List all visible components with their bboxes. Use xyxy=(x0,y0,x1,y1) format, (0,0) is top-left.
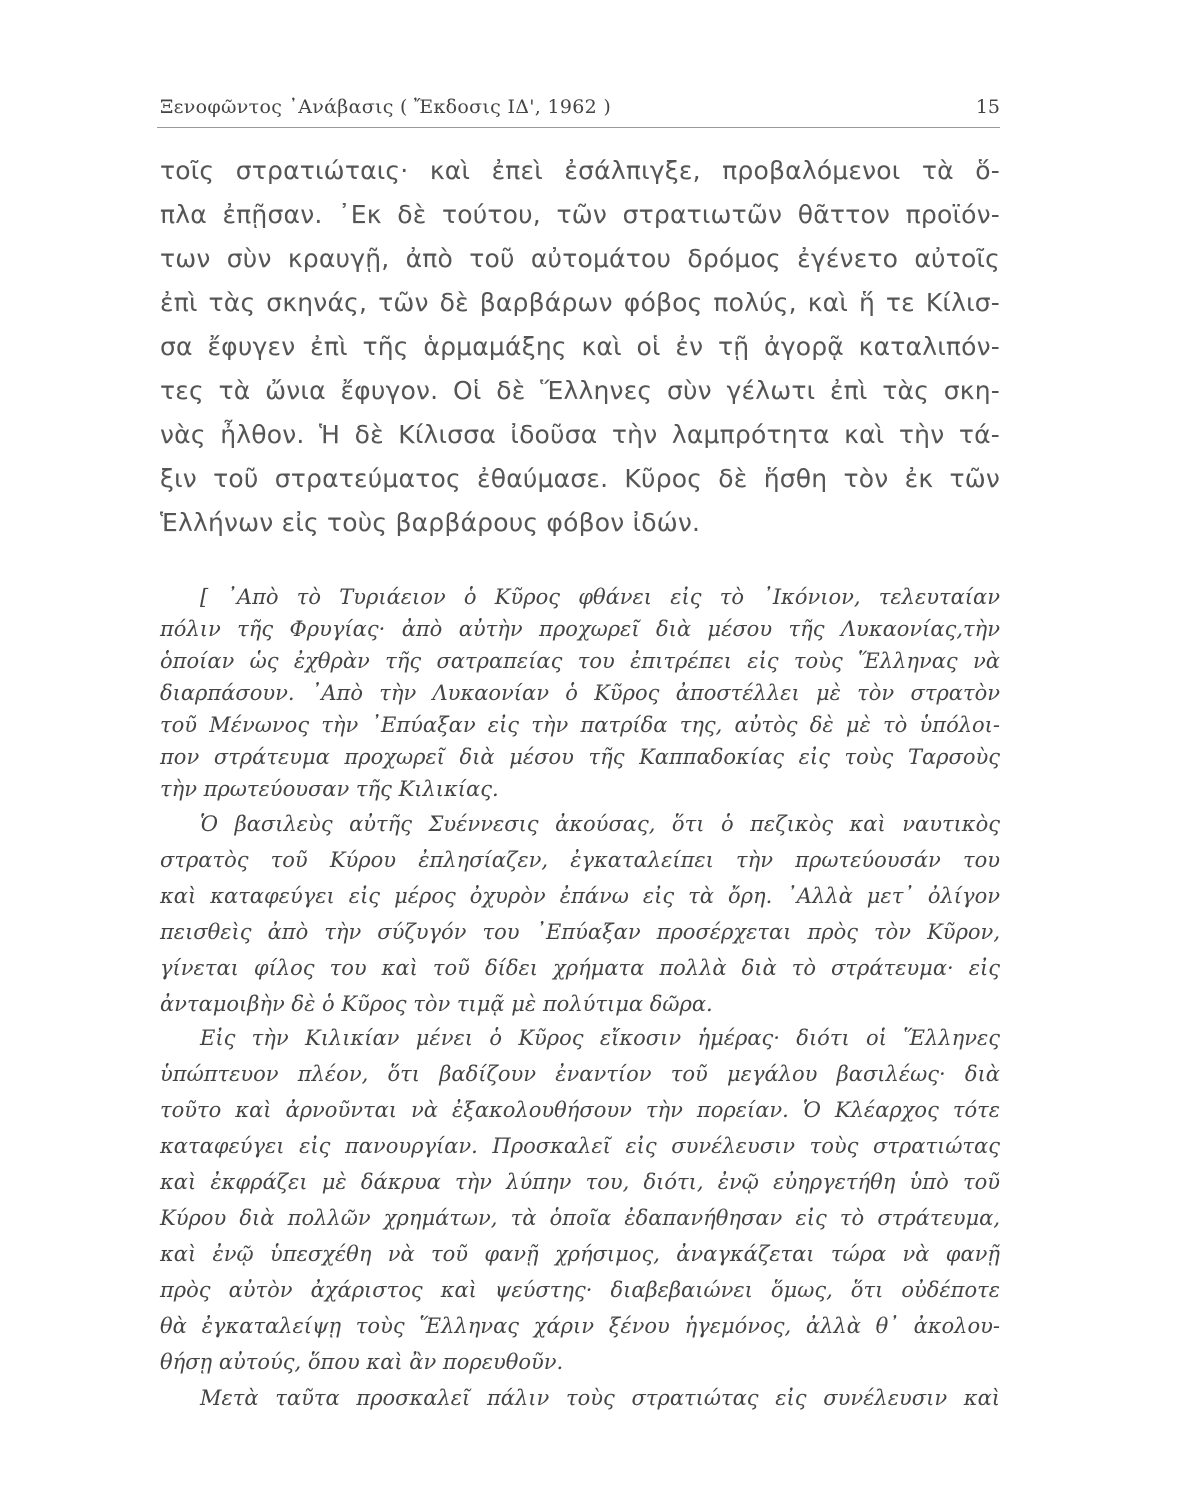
text-line: ἀνταμοιβὴν δὲ ὁ Κῦρος τὸν τιμᾷ μὲ πολύτιμα δῶρα. xyxy=(160,992,713,1016)
text-line: τοῦ Μένωνος τὴν ᾿Επύαξαν εἰς τὴν πατρίδα της, αὐτὸς δὲ μὲ τὸ ὑπόλοι- xyxy=(160,713,1000,737)
text-line: θήσῃ αὐτούς, ὅπου καὶ ἂν πορευθοῦν. xyxy=(160,1350,564,1374)
text-line: Εἰς τὴν Κιλικίαν μένει ὁ Κῦρος εἴκοσιν ἡμέρας· διότι οἱ Ἕλληνες xyxy=(200,1026,1000,1050)
text-line: καταφεύγει εἰς πανουργίαν. Προσκαλεῖ εἰς συνέλευσιν τοὺς στρατιώτας xyxy=(160,1134,1000,1158)
text-line: πόλιν τῆς Φρυγίας· ἀπὸ αὐτὴν προχωρεῖ διὰ μέσου τῆς Λυκαονίας,τὴν xyxy=(160,617,1000,641)
text-line: πον στράτευμα προχωρεῖ διὰ μέσου τῆς Καππαδοκίας εἰς τοὺς Ταρσοὺς xyxy=(160,745,1000,769)
text-line: πρὸς αὐτὸν ἀχάριστος καὶ ψεύστης· διαβεβαιώνει ὅμως, ὅτι οὐδέποτε xyxy=(160,1278,1000,1302)
text-line: γίνεται φίλος του καὶ τοῦ δίδει χρήματα πολλὰ διὰ τὸ στράτευμα· εἰς xyxy=(160,956,1000,980)
header-title: Ξενοφῶντος ᾿Ανάβασις ( Ἔκδοσις ΙΔ', 1962 ) xyxy=(160,96,612,118)
text-line: Κύρου διὰ πολλῶν χρημάτων, τὰ ὁποῖα ἐδαπανήθησαν εἰς τὸ στράτευμα, xyxy=(160,1206,1000,1230)
page-number: 15 xyxy=(975,96,1000,118)
text-line: Ὁ βασιλεὺς αὐτῆς Συέννεσις ἀκούσας, ὅτι ὁ πεζικὸς καὶ ναυτικὸς xyxy=(200,812,1000,836)
text-line: τοῖς στρατιώταις· καὶ ἐπεὶ ἐσάλπιγξε, προβαλόμενοι τὰ ὅ- xyxy=(160,156,1000,185)
header-rule xyxy=(157,127,1000,128)
text-line: ξιν τοῦ στρατεύματος ἐθαύμασε. Κῦρος δὲ ἥσθη τὸν ἐκ τῶν xyxy=(160,464,1000,493)
text-line: στρατὸς τοῦ Κύρου ἐπλησίαζεν, ἐγκαταλείπει τὴν πρωτεύουσάν του xyxy=(160,848,1000,872)
text-line: ὑπώπτευον πλέον, ὅτι βαδίζουν ἐναντίον τοῦ μεγάλου βασιλέως· διὰ xyxy=(160,1062,1000,1086)
text-line: [ ᾿Απὸ τὸ Τυριάειον ὁ Κῦρος φθάνει εἰς τὸ ᾿Ικόνιον, τελευταίαν xyxy=(200,585,1000,609)
text-line: καὶ ἐνῷ ὑπεσχέθη νὰ τοῦ φανῇ χρήσιμος, ἀναγκάζεται τώρα νὰ φανῇ xyxy=(160,1242,1000,1266)
text-line: των σὺν κραυγῇ, ἀπὸ τοῦ αὐτομάτου δρόμος ἐγένετο αὐτοῖς xyxy=(160,244,1000,273)
text-line: σα ἔφυγεν ἐπὶ τῆς ἁρμαμάξης καὶ οἱ ἐν τῇ ἀγορᾷ καταλιπόν- xyxy=(160,332,1000,361)
text-line: καὶ ἐκφράζει μὲ δάκρυα τὴν λύπην του, διότι, ἐνῷ εὐηργετήθη ὑπὸ τοῦ xyxy=(160,1170,1000,1194)
text-line: Μετὰ ταῦτα προσκαλεῖ πάλιν τοὺς στρατιώτας εἰς συνέλευσιν καὶ xyxy=(200,1386,1000,1410)
text-line: ὁποίαν ὡς ἐχθρὰν τῆς σατραπείας του ἐπιτρέπει εἰς τοὺς Ἕλληνας νὰ xyxy=(160,649,1000,673)
text-line: διαρπάσουν. ᾿Απὸ τὴν Λυκαονίαν ὁ Κῦρος ἀποστέλλει μὲ τὸν στρατὸν xyxy=(160,681,1000,705)
text-line: πλα ἐπῇσαν. ᾿Εκ δὲ τούτου, τῶν στρατιωτῶν θᾶττον προϊόν- xyxy=(160,200,1000,229)
text-line: πεισθεὶς ἀπὸ τὴν σύζυγόν του ᾿Επύαξαν προσέρχεται πρὸς τὸν Κῦρον, xyxy=(160,920,1000,944)
text-line: νὰς ἦλθον. Ἡ δὲ Κίλισσα ἰδοῦσα τὴν λαμπρότητα καὶ τὴν τά- xyxy=(160,420,1000,449)
text-line: τὴν πρωτεύουσαν τῆς Κιλικίας. xyxy=(160,777,499,801)
text-line: καὶ καταφεύγει εἰς μέρος ὀχυρὸν ἐπάνω εἰς τὰ ὄρη. ᾿Αλλὰ μετ᾿ ὀλίγον xyxy=(160,884,1000,908)
running-header xyxy=(160,92,1000,124)
text-line: ἐπὶ τὰς σκηνάς, τῶν δὲ βαρβάρων φόβος πολύς, καὶ ἥ τε Κίλισ- xyxy=(160,288,1000,317)
text-line: τοῦτο καὶ ἀρνοῦνται νὰ ἐξακολουθήσουν τὴν πορείαν. Ὁ Κλέαρχος τότε xyxy=(160,1098,1000,1122)
text-line: θὰ ἐγκαταλείψῃ τοὺς Ἕλληνας χάριν ξένου ἡγεμόνος, ἀλλὰ θ᾿ ἀκολου- xyxy=(160,1314,1000,1338)
text-line: τες τὰ ὤνια ἔφυγον. Οἱ δὲ Ἕλληνες σὺν γέλωτι ἐπὶ τὰς σκη- xyxy=(160,376,1000,405)
text-line: Ἑλλήνων εἰς τοὺς βαρβάρους φόβον ἰδών. xyxy=(160,508,701,537)
